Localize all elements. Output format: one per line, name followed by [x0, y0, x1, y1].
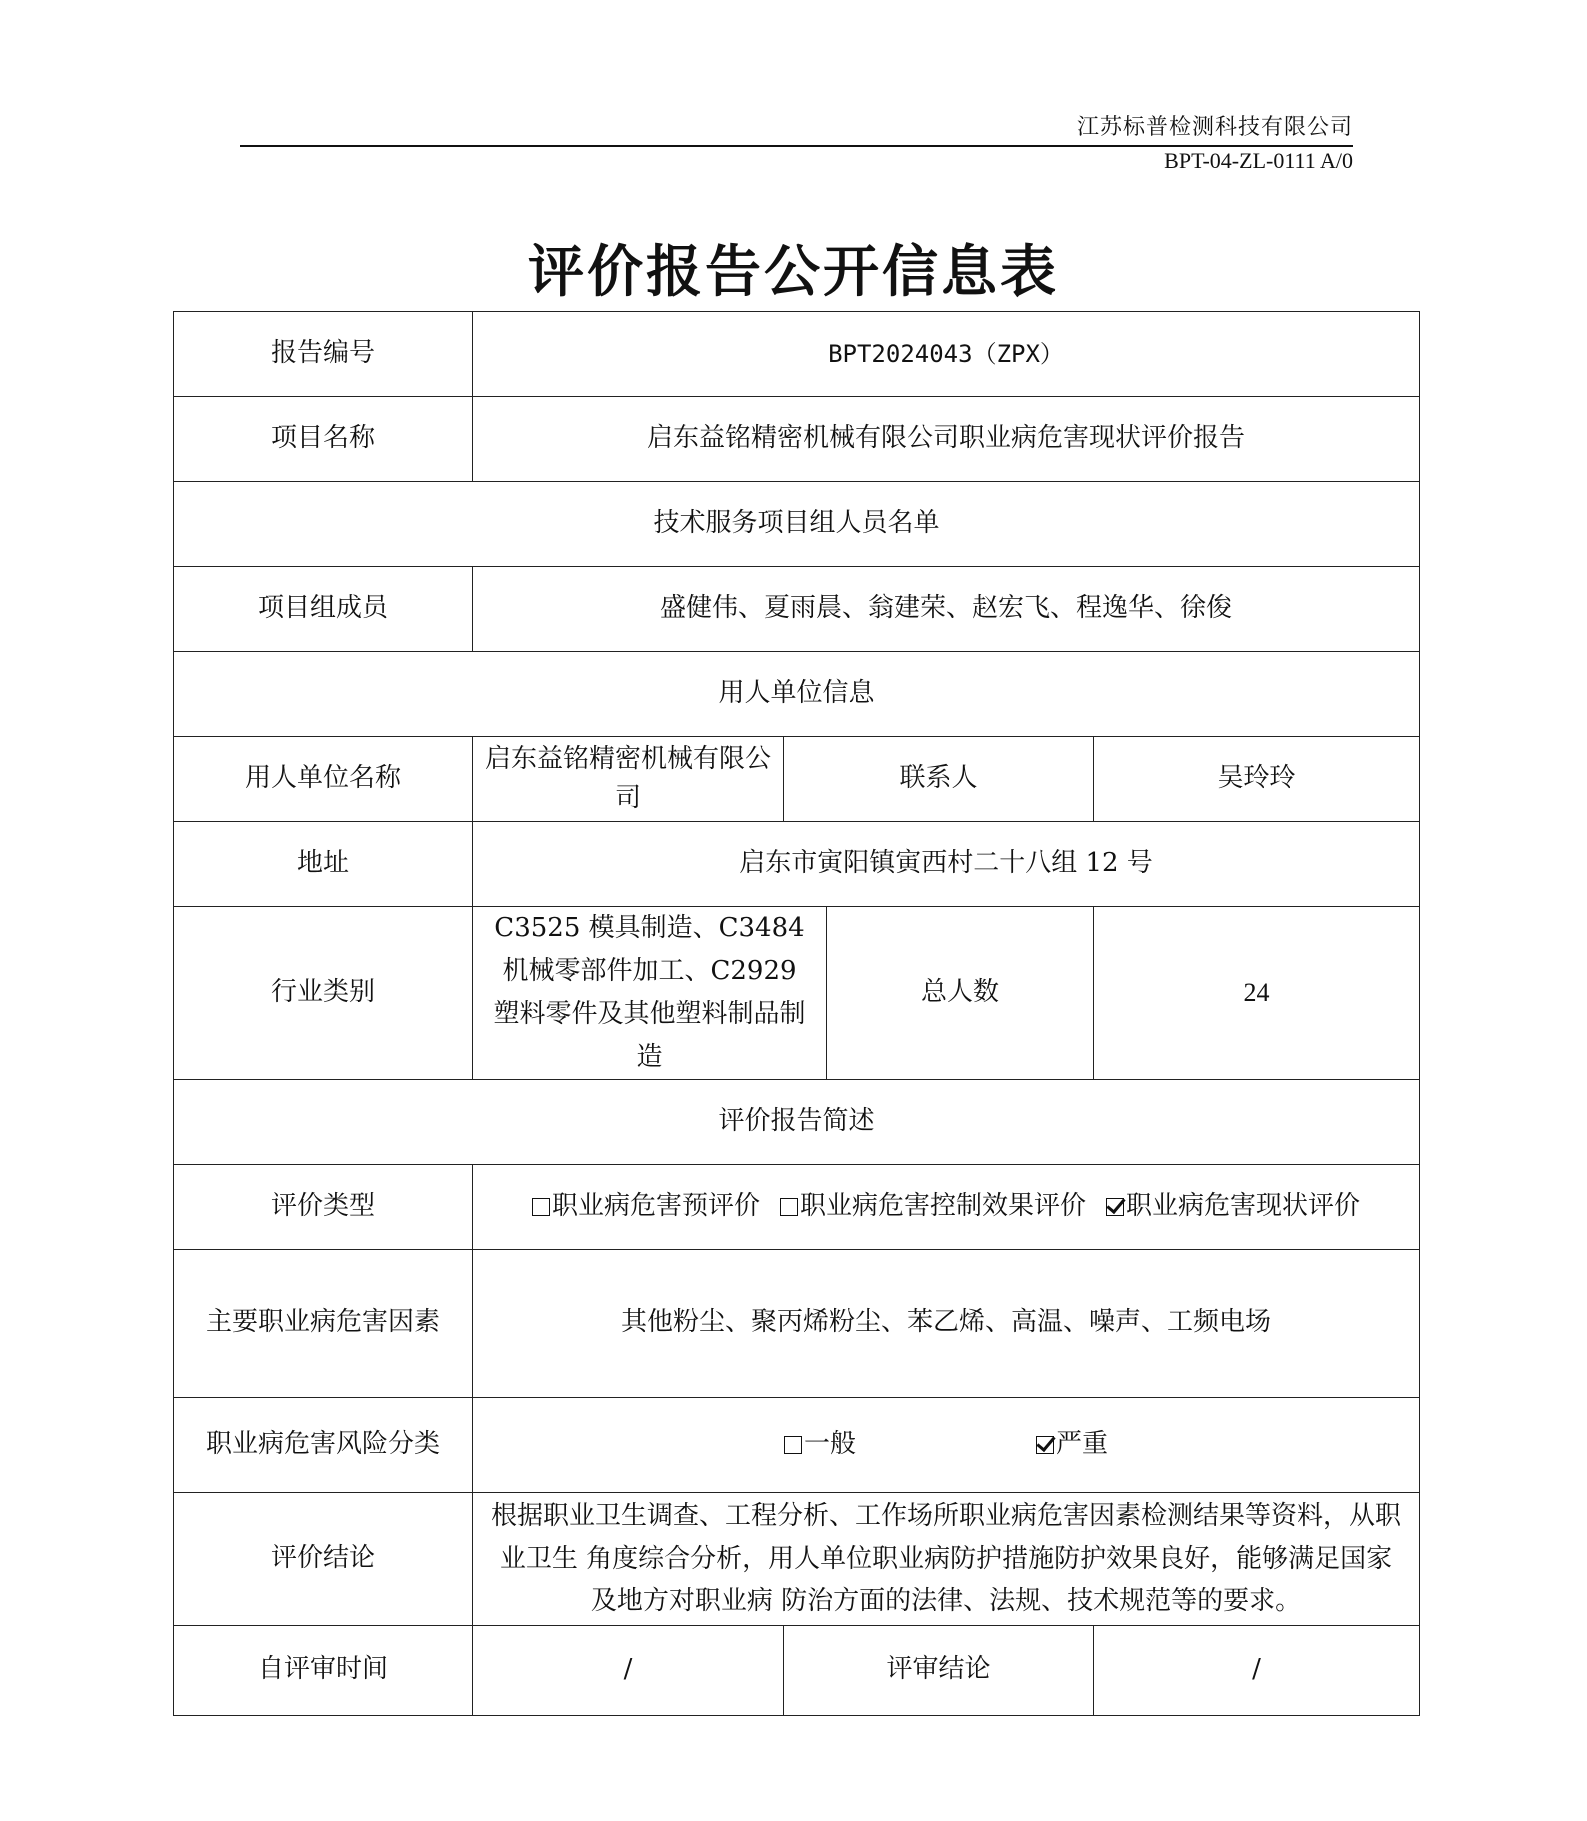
row-hazard-factors: [174, 1249, 1420, 1397]
risk-option-serious[interactable]: [1036, 1424, 1108, 1466]
self-review-time-label: 自评审时间: [174, 1625, 473, 1715]
address-label: 地址: [174, 822, 473, 907]
industry-label: 行业类别: [174, 907, 473, 1080]
evaluation-type-options: [473, 1164, 1420, 1249]
report-number-label: 报告编号: [174, 312, 473, 397]
project-name-value: 启东益铭精密机械有限公司职业病危害现状评价报告: [473, 397, 1420, 482]
checkbox-risk-serious[interactable]: [1036, 1436, 1054, 1454]
checkbox-status-evaluation[interactable]: [1106, 1198, 1124, 1216]
row-employer-section: [174, 652, 1420, 737]
type-option-control-label: 职业病危害控制效果评价: [799, 1190, 1086, 1221]
header-rule: [240, 145, 1353, 147]
checkbox-pre-evaluation[interactable]: [532, 1198, 550, 1216]
employer-name-value: 启东益铭精密机械有限公司: [473, 737, 784, 822]
type-option-control[interactable]: [780, 1186, 1086, 1228]
contact-label: 联系人: [784, 737, 1094, 822]
industry-value: C3525 模具制造、C3484 机械零部件加工、C2929 塑料零件及其他塑料制品制造: [473, 907, 827, 1080]
row-summary-section: [174, 1079, 1420, 1164]
report-number-value: BPT2024043（ZPX）: [473, 312, 1420, 397]
employer-section-title: 用人单位信息: [174, 652, 1420, 737]
row-review: [174, 1625, 1420, 1715]
team-section-title: 技术服务项目组人员名单: [174, 482, 1420, 567]
row-employer-name: [174, 737, 1420, 822]
address-value: 启东市寅阳镇寅西村二十八组 12 号: [473, 822, 1420, 907]
row-team-section: [174, 482, 1420, 567]
header-company: 江苏标普检测科技有限公司: [1076, 115, 1353, 140]
contact-value: 吴玲玲: [1094, 737, 1420, 822]
hazard-factors-label: 主要职业病危害因素: [174, 1249, 473, 1397]
team-members-label: 项目组成员: [174, 567, 473, 652]
employer-name-label: 用人单位名称: [174, 737, 473, 822]
self-review-time-value: /: [473, 1625, 784, 1715]
row-team-members: [174, 567, 1420, 652]
review-conclusion-label: 评审结论: [784, 1625, 1094, 1715]
team-members-value: 盛健伟、夏雨晨、翁建荣、赵宏飞、程逸华、徐俊: [473, 567, 1420, 652]
summary-section-title: 评价报告简述: [174, 1079, 1420, 1164]
type-option-status-label: 职业病危害现状评价: [1126, 1190, 1361, 1221]
type-option-status[interactable]: [1106, 1186, 1360, 1228]
risk-option-serious-label: 严重: [1056, 1428, 1109, 1459]
risk-option-general-label: 一般: [803, 1428, 856, 1459]
page-title: 评价报告公开信息表: [528, 239, 1059, 305]
project-name-label: 项目名称: [174, 397, 473, 482]
row-industry: [174, 907, 1420, 1080]
risk-option-general[interactable]: [784, 1424, 856, 1466]
info-table: [173, 311, 1420, 1716]
row-evaluation-type: [174, 1164, 1420, 1249]
evaluation-type-label: 评价类型: [174, 1164, 473, 1249]
type-option-pre-label: 职业病危害预评价: [551, 1190, 760, 1221]
headcount-label: 总人数: [827, 907, 1094, 1080]
conclusion-label: 评价结论: [174, 1492, 473, 1625]
review-conclusion-value: /: [1094, 1625, 1420, 1715]
row-conclusion: [174, 1492, 1420, 1625]
risk-class-label: 职业病危害风险分类: [174, 1397, 473, 1492]
header-doc-code: BPT-04-ZL-0111 A/0: [1164, 148, 1353, 173]
row-report-number: [174, 312, 1420, 397]
type-option-pre[interactable]: [532, 1186, 760, 1228]
conclusion-value: 根据职业卫生调查、工程分析、工作场所职业病危害因素检测结果等资料，从职业卫生 角度综合分析，用人单位职业病防护措施防护效果良好，能够满足国家及地方对职业病 防治方面的法律、法规、技术规范等的要求。: [473, 1492, 1420, 1625]
checkbox-risk-general[interactable]: [784, 1436, 802, 1454]
hazard-factors-value: 其他粉尘、聚丙烯粉尘、苯乙烯、高温、噪声、工频电场: [473, 1249, 1420, 1397]
row-risk-class: [174, 1397, 1420, 1492]
risk-class-options: [473, 1397, 1420, 1492]
row-address: [174, 822, 1420, 907]
headcount-value: 24: [1094, 907, 1420, 1080]
row-project-name: [174, 397, 1420, 482]
checkbox-control-effect[interactable]: [780, 1198, 798, 1216]
